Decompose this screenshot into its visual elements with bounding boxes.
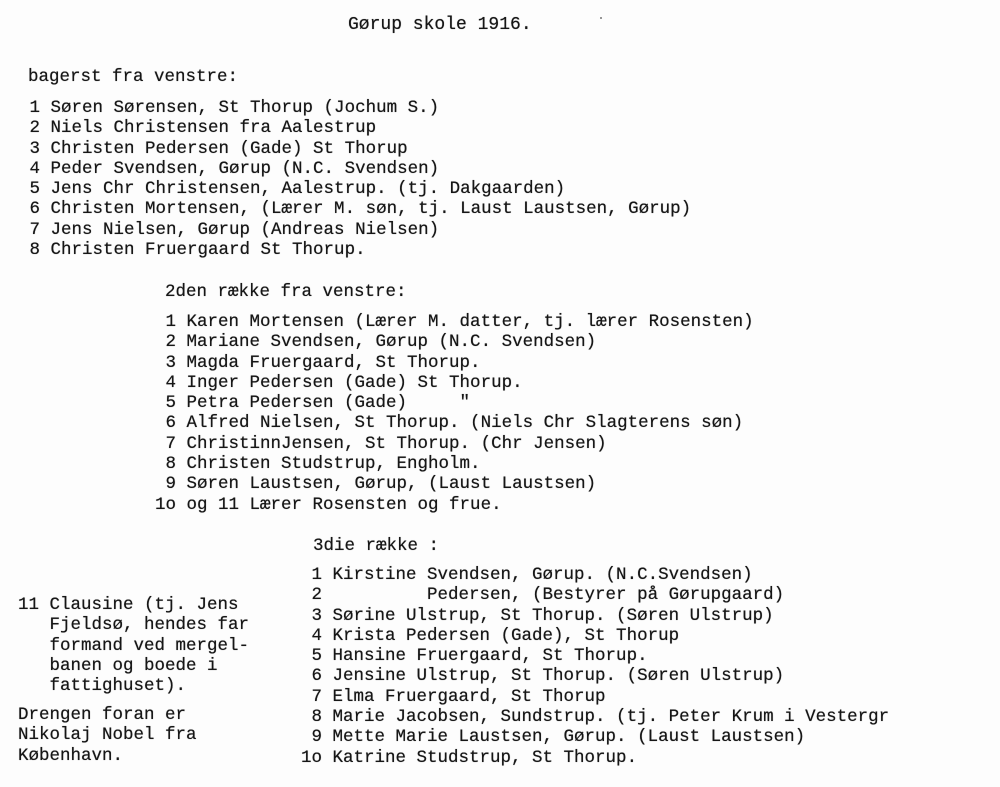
item-text: Marie Jacobsen, Sundstrup. (tj. Peter Krum i Vestergr <box>332 707 890 728</box>
list-item <box>298 565 889 585</box>
list-item <box>148 495 754 515</box>
list-item <box>148 474 754 494</box>
item-text: Christen Studstrup, Engholm. <box>186 454 481 475</box>
item-text: Søren Sørensen, St Thorup (Jochum S.) <box>50 98 440 118</box>
item-text: ChristinnJensen, St Thorup. (Chr Jensen) <box>186 433 607 454</box>
item-text: Katrine Studstrup, St Thorup. <box>332 747 638 768</box>
page-title: Gørup skole 1916. <box>348 15 532 35</box>
list-item <box>298 687 889 707</box>
item-text: Magda Fruergaard, St Thorup. <box>186 352 481 373</box>
list-item <box>28 159 691 179</box>
list-item <box>298 626 889 646</box>
item-text: Mette Marie Laustsen, Gørup. (Laust Laustsen) <box>332 727 806 748</box>
list-item <box>28 179 691 199</box>
item-text: Karen Mortensen (Lærer M. datter, tj. lærer Rosensten) <box>186 312 754 332</box>
item-number: 6 <box>165 413 176 434</box>
item-text: Elma Fruergaard, St Thorup <box>332 686 606 707</box>
list-item <box>28 240 691 260</box>
item-text: Jens Nielsen, Gørup (Andreas Nielsen) <box>50 219 440 240</box>
item-text: Jens Chr Christensen, Aalestrup. (tj. Dakgaarden) <box>50 179 566 200</box>
item-text: Krista Pedersen (Gade), St Thorup <box>332 625 680 646</box>
row1-heading: bagerst fra venstre: <box>28 67 239 87</box>
list-item <box>148 454 754 474</box>
item-number: 3 <box>29 138 40 159</box>
list-item <box>148 434 754 454</box>
item-number: 1 <box>165 312 176 332</box>
list-item <box>148 373 754 393</box>
item-number: 7 <box>311 686 322 707</box>
list-item <box>28 118 691 138</box>
list-item <box>298 666 889 686</box>
item-text: Alfred Nielsen, St Thorup. (Niels Chr Slagterens søn) <box>186 413 744 434</box>
note-line: 11 Clausine (tj. Jens <box>18 595 239 615</box>
item-number: 3 <box>311 605 322 626</box>
list-item <box>148 332 754 352</box>
item-number: 1o <box>300 747 322 768</box>
list-item <box>28 199 691 219</box>
item-text: Christen Pedersen (Gade) St Thorup <box>50 138 408 159</box>
item-text: Christen Mortensen, (Lærer M. søn, tj. Laust Laustsen, Gørup) <box>50 199 692 220</box>
item-text: Christen Fruergaard St Thorup. <box>50 240 366 261</box>
item-number: 2 <box>165 332 176 353</box>
list-item <box>298 748 889 768</box>
list-item <box>148 353 754 373</box>
row3-heading: 3die række : <box>313 536 440 556</box>
item-number: 4 <box>311 625 322 646</box>
item-text: Kirstine Svendsen, Gørup. (N.C.Svendsen) <box>332 565 753 585</box>
item-number: 6 <box>29 199 40 220</box>
item-number: 2 <box>311 585 322 606</box>
item-number: 8 <box>165 454 176 475</box>
side-note <box>18 595 249 696</box>
item-number: 1 <box>311 565 322 585</box>
item-number: 5 <box>165 393 176 414</box>
item-number: 7 <box>29 219 40 240</box>
note-line: Fjeldsø, hendes far <box>18 615 250 636</box>
list-item <box>298 606 889 626</box>
item-text: Pedersen, (Bestyrer på Gørupgaard) <box>332 585 785 606</box>
item-number: 3 <box>165 352 176 373</box>
item-text: Petra Pedersen (Gade) " <box>186 393 471 414</box>
item-number: 4 <box>29 158 40 179</box>
item-number: 9 <box>165 474 176 495</box>
boy-note <box>18 705 197 766</box>
item-text: Mariane Svendsen, Gørup (N.C. Svendsen) <box>186 332 597 353</box>
paper-speck <box>600 17 602 19</box>
item-number: 8 <box>311 707 322 728</box>
note-line: Nikolaj Nobel fra <box>18 725 197 746</box>
list-item <box>148 312 754 332</box>
note-line: Drengen foran er <box>18 705 187 725</box>
list-item <box>298 585 889 605</box>
note-line: formand ved mergel- <box>18 635 250 656</box>
item-number: 4 <box>165 372 176 393</box>
row1-list <box>28 98 691 260</box>
note-line: fattighuset). <box>18 676 187 697</box>
note-line: København. <box>18 745 124 766</box>
list-item <box>148 413 754 433</box>
list-item <box>28 98 691 118</box>
item-text: Søren Laustsen, Gørup, (Laust Laustsen) <box>186 474 597 495</box>
item-text: Inger Pedersen (Gade) St Thorup. <box>186 372 523 393</box>
row2-list <box>148 312 754 515</box>
list-item <box>148 393 754 413</box>
item-text: Niels Christensen fra Aalestrup <box>50 118 377 139</box>
list-item <box>298 646 889 666</box>
item-text: Peder Svendsen, Gørup (N.C. Svendsen) <box>50 158 440 179</box>
item-number: 1 <box>29 98 40 118</box>
item-number: 8 <box>29 240 40 261</box>
item-number: 9 <box>311 727 322 748</box>
item-number: 7 <box>165 433 176 454</box>
item-text: Hansine Fruergaard, St Thorup. <box>332 646 648 667</box>
list-item <box>298 727 889 747</box>
list-item <box>28 139 691 159</box>
item-number: 5 <box>311 646 322 667</box>
item-number: 2 <box>29 118 40 139</box>
item-number: 1o <box>154 494 176 515</box>
list-item <box>28 220 691 240</box>
item-text: Sørine Ulstrup, St Thorup. (Søren Ulstrup) <box>332 605 774 626</box>
row2-heading: 2den række fra venstre: <box>165 282 407 302</box>
row3-list <box>298 565 889 768</box>
item-number: 5 <box>29 179 40 200</box>
item-text: og 11 Lærer Rosensten og frue. <box>186 494 502 515</box>
item-text: Jensine Ulstrup, St Thorup. (Søren Ulstrup) <box>332 666 785 687</box>
item-number: 6 <box>311 666 322 687</box>
note-line: banen og boede i <box>18 655 218 676</box>
list-item <box>298 707 889 727</box>
